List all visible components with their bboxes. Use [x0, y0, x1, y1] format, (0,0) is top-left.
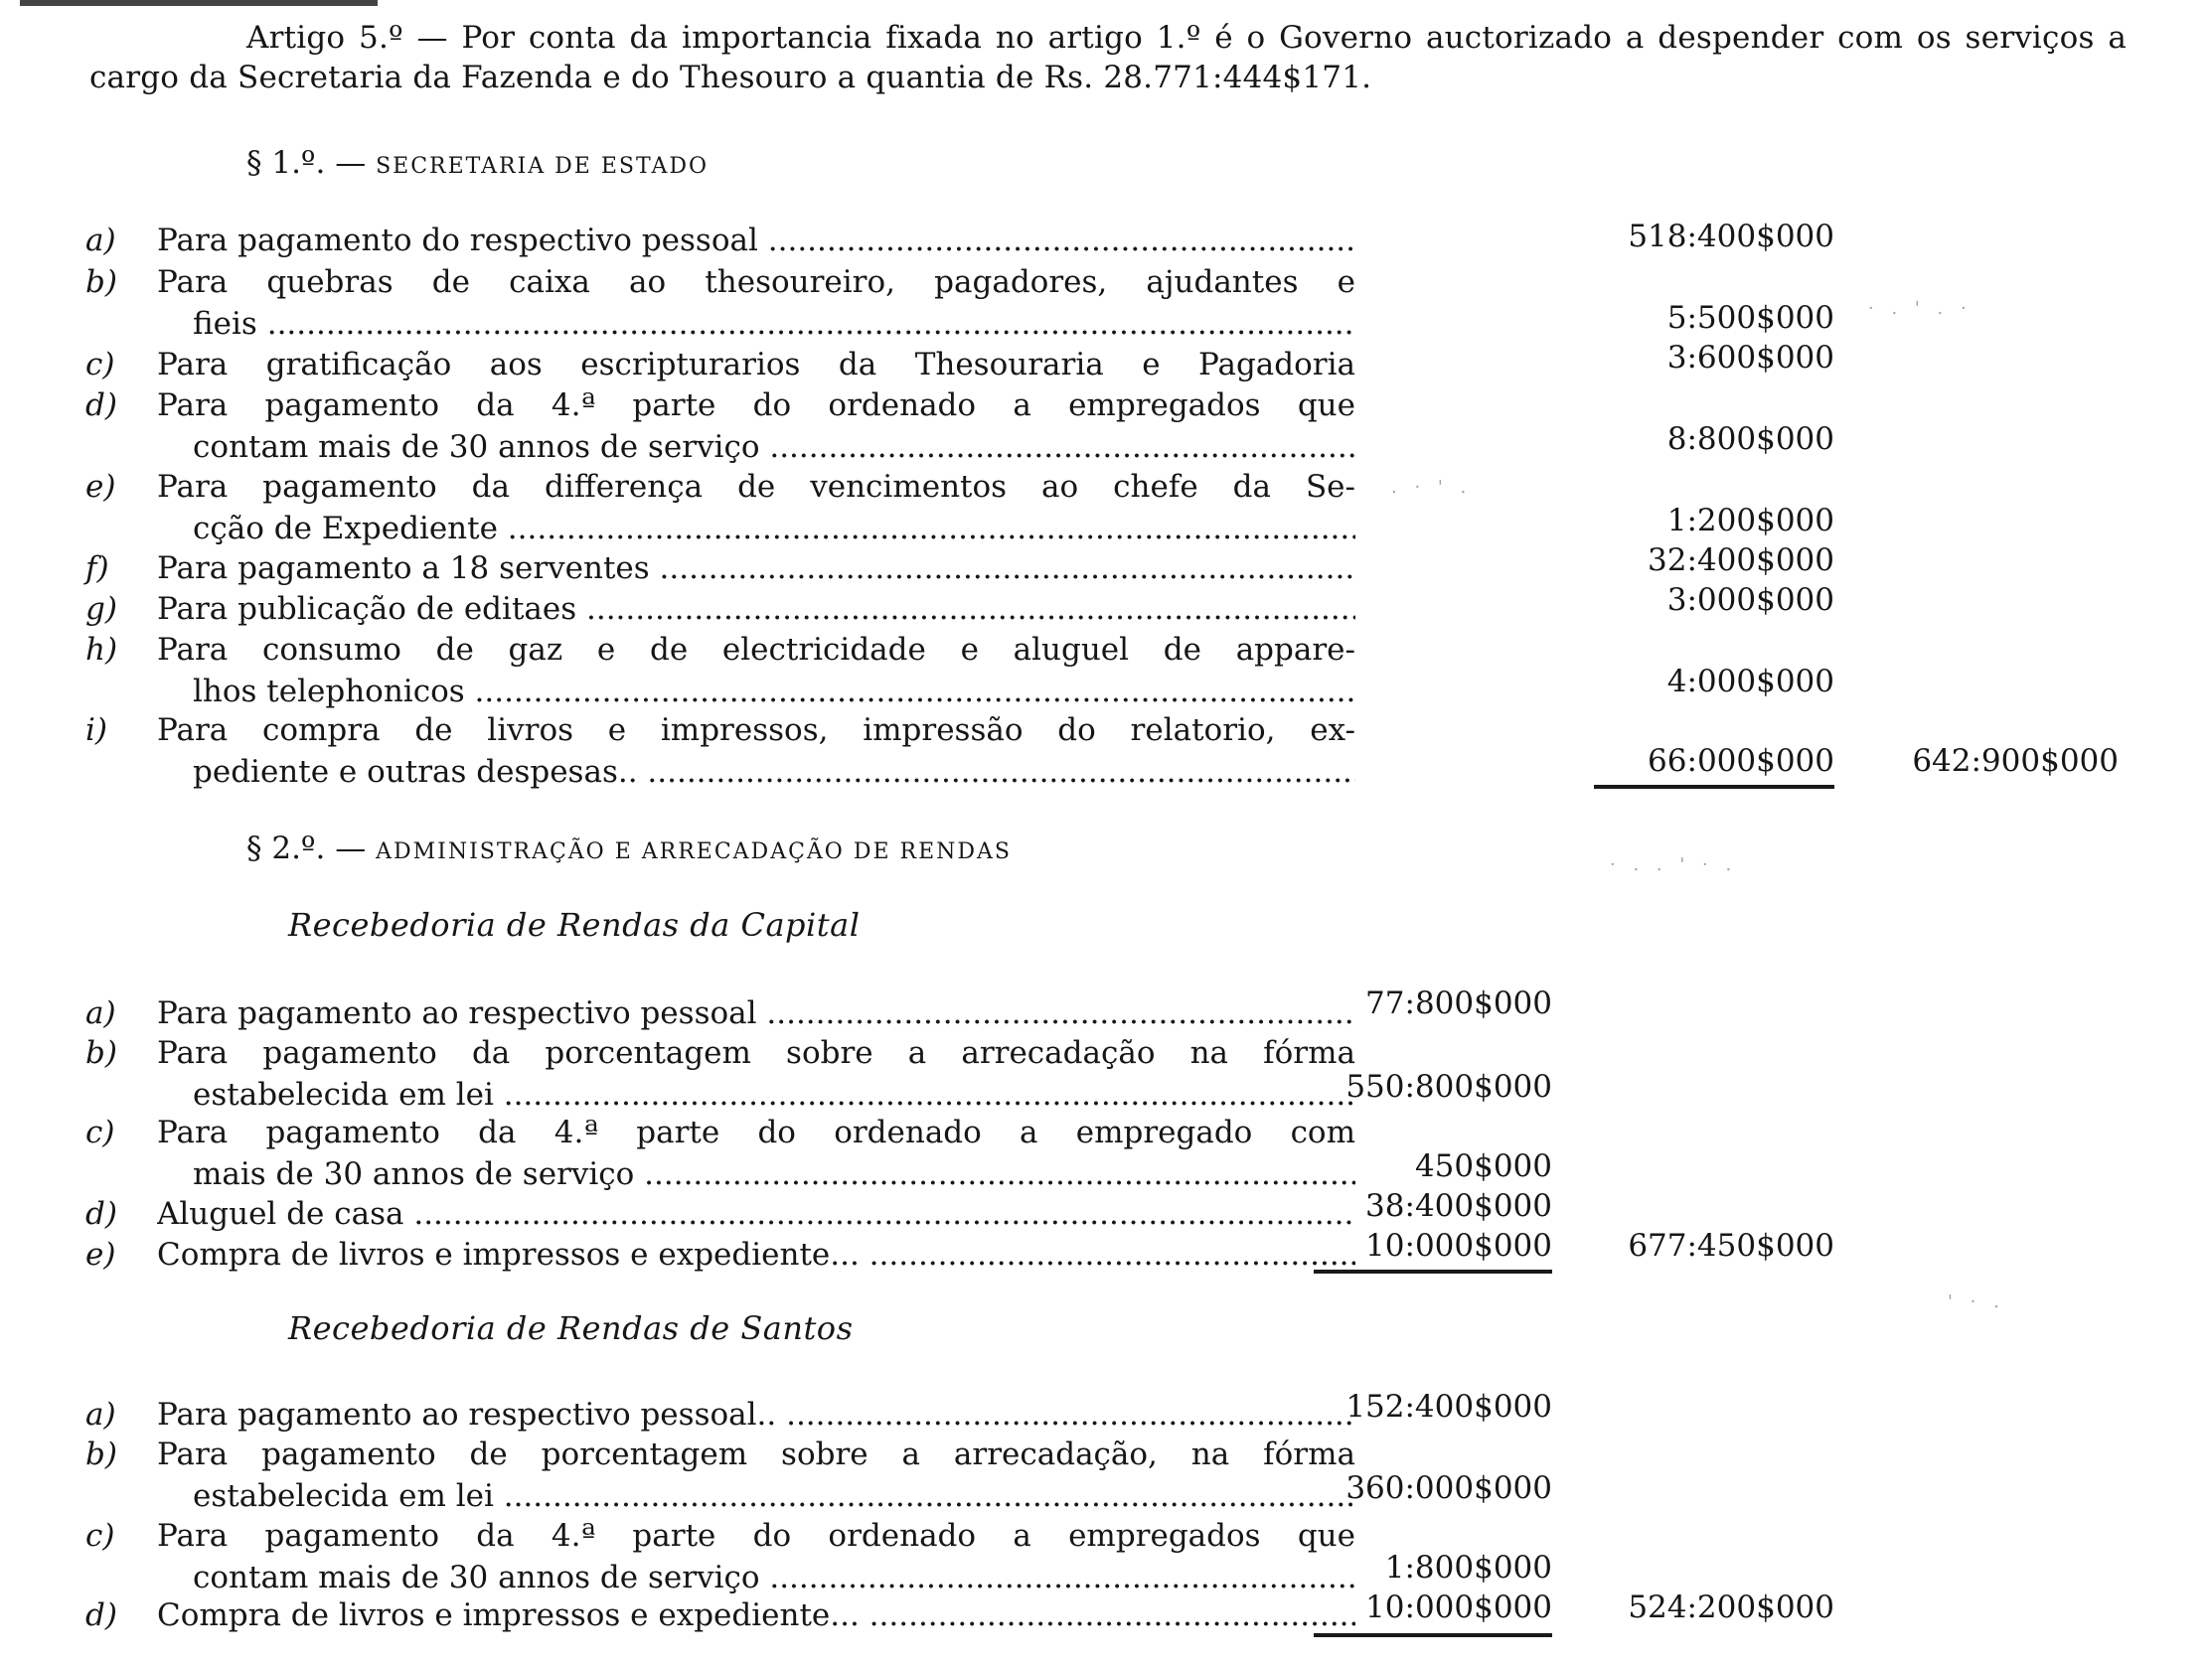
- item-text: Para quebras de caixa ao thesoureiro, pagadores, ajudantes e: [157, 264, 1355, 300]
- item-letter: a): [85, 223, 116, 258]
- amount: 38:400$000: [1365, 1188, 1552, 1224]
- item-letter: c): [85, 1518, 115, 1554]
- amount: 66:000$000: [1648, 743, 1834, 779]
- section-1-number: § 1.º. —: [246, 145, 367, 181]
- section-1-total: 642:900$000: [1912, 743, 2119, 779]
- item-letter: i): [85, 712, 108, 748]
- item-text: Compra de livros e impressos e expediente... .....: [157, 1235, 1355, 1275]
- item-text: Para publicação de editaes .....: [157, 589, 1355, 629]
- amount: 1:200$000: [1666, 503, 1834, 538]
- item-letter: d): [85, 387, 117, 423]
- item-text: Para pagamento a 18 serventes .....: [157, 548, 1355, 588]
- subtotal-rule: [1314, 1270, 1552, 1274]
- item-text: Para pagamento da 4.ª parte do ordenado a empregado com: [157, 1115, 1355, 1150]
- scan-noise: · . ' . ·: [1868, 298, 1973, 319]
- item-text: Para pagamento de porcentagem sobre a arrecadação, na fórma: [157, 1437, 1355, 1472]
- amount: 77:800$000: [1365, 985, 1552, 1021]
- santos-total: 524:200$000: [1628, 1589, 1834, 1625]
- section-2-title: ADMINISTRAÇÃO E ARRECADAÇÃO DE RENDAS: [376, 839, 1012, 864]
- item-text-continued: lhos telephonicos .....: [193, 672, 1355, 711]
- section-1-heading: [246, 145, 709, 181]
- item-text: Para pagamento da differença de vencimentos ao chefe da Se-: [157, 469, 1355, 505]
- item-text-continued: fieis .....: [193, 304, 1355, 344]
- amount: 8:800$000: [1666, 421, 1834, 457]
- item-text-continued: contam mais de 30 annos de serviço .....: [193, 427, 1355, 467]
- item-text-continued: estabelecida em lei .....: [193, 1075, 1355, 1115]
- item-text-continued: pediente e outras despesas.. .....: [193, 752, 1355, 792]
- top-rule: [20, 0, 378, 6]
- item-letter: f): [85, 550, 109, 586]
- capital-total: 677:450$000: [1628, 1228, 1834, 1264]
- amount: 4:000$000: [1666, 664, 1834, 699]
- item-text: Aluguel de casa .....: [157, 1194, 1355, 1234]
- amount: 1:800$000: [1384, 1550, 1552, 1586]
- item-text-continued: contam mais de 30 annos de serviço .....: [193, 1558, 1355, 1597]
- item-letter: a): [85, 1397, 116, 1433]
- item-letter: b): [85, 1437, 117, 1472]
- item-text: Para gratificação aos escripturarios da Thesouraria e Pagadoria: [157, 347, 1355, 382]
- item-text: Para pagamento da porcentagem sobre a arrecadação na fórma: [157, 1035, 1355, 1071]
- amount: 10:000$000: [1365, 1228, 1552, 1264]
- item-text: Para pagamento do respectivo pessoal .....: [157, 221, 1355, 260]
- item-letter: c): [85, 347, 115, 382]
- item-letter: b): [85, 264, 117, 300]
- amount: 3:000$000: [1666, 582, 1834, 618]
- scan-noise: ' · .: [1948, 1291, 2005, 1312]
- article-intro: Artigo 5.º — Por conta da importancia fixada no artigo 1.º é o Governo auctorizado a despender com os serviços a cargo da Secretaria da Fazenda e do Thesouro a quantia de Rs. 28.771:444$171.: [89, 20, 2127, 95]
- amount: 360:000$000: [1345, 1470, 1552, 1506]
- item-text: Para pagamento da 4.ª parte do ordenado a empregados que: [157, 1518, 1355, 1554]
- section-2-heading: [246, 831, 1012, 866]
- subtotal-rule: [1594, 785, 1834, 789]
- item-letter: a): [85, 995, 116, 1031]
- amount: 10:000$000: [1365, 1589, 1552, 1625]
- item-text-continued: estabelecida em lei .....: [193, 1476, 1355, 1516]
- item-letter: c): [85, 1115, 115, 1150]
- item-text: Compra de livros e impressos e expediente... .....: [157, 1595, 1355, 1635]
- item-letter: d): [85, 1196, 117, 1232]
- amount: 152:400$000: [1345, 1389, 1552, 1425]
- section-2-number: § 2.º. —: [246, 831, 367, 866]
- item-text: Para consumo de gaz e de electricidade e aluguel de appare-: [157, 632, 1355, 668]
- item-text: Para compra de livros e impressos, impressão do relatorio, ex-: [157, 712, 1355, 748]
- section-1-title: SECRETARIA DE ESTADO: [376, 154, 710, 179]
- item-letter: e): [85, 1237, 116, 1273]
- item-letter: b): [85, 1035, 117, 1071]
- item-letter: e): [85, 469, 116, 505]
- item-text: Para pagamento ao respectivo pessoal.. .....: [157, 1395, 1355, 1435]
- amount: 450$000: [1414, 1148, 1552, 1184]
- amount: 550:800$000: [1345, 1069, 1552, 1105]
- subtotal-rule: [1314, 1633, 1552, 1637]
- capital-subheading: Recebedoria de Rendas da Capital: [288, 906, 861, 944]
- scan-noise: . · ' .: [1391, 477, 1473, 498]
- item-text-continued: mais de 30 annos de serviço .....: [193, 1154, 1355, 1194]
- amount: 5:500$000: [1666, 300, 1834, 336]
- item-letter: g): [85, 591, 117, 627]
- amount: 32:400$000: [1648, 542, 1834, 578]
- amount: 518:400$000: [1628, 219, 1834, 254]
- scan-noise: · . . ' · .: [1610, 854, 1738, 875]
- item-letter: d): [85, 1597, 117, 1633]
- santos-subheading: Recebedoria de Rendas de Santos: [288, 1309, 854, 1347]
- item-text: Para pagamento ao respectivo pessoal .....: [157, 993, 1355, 1033]
- amount: 3:600$000: [1666, 340, 1834, 376]
- item-text-continued: cção de Expediente .....: [193, 509, 1355, 548]
- item-text: Para pagamento da 4.ª parte do ordenado a empregados que: [157, 387, 1355, 423]
- item-letter: h): [85, 632, 118, 668]
